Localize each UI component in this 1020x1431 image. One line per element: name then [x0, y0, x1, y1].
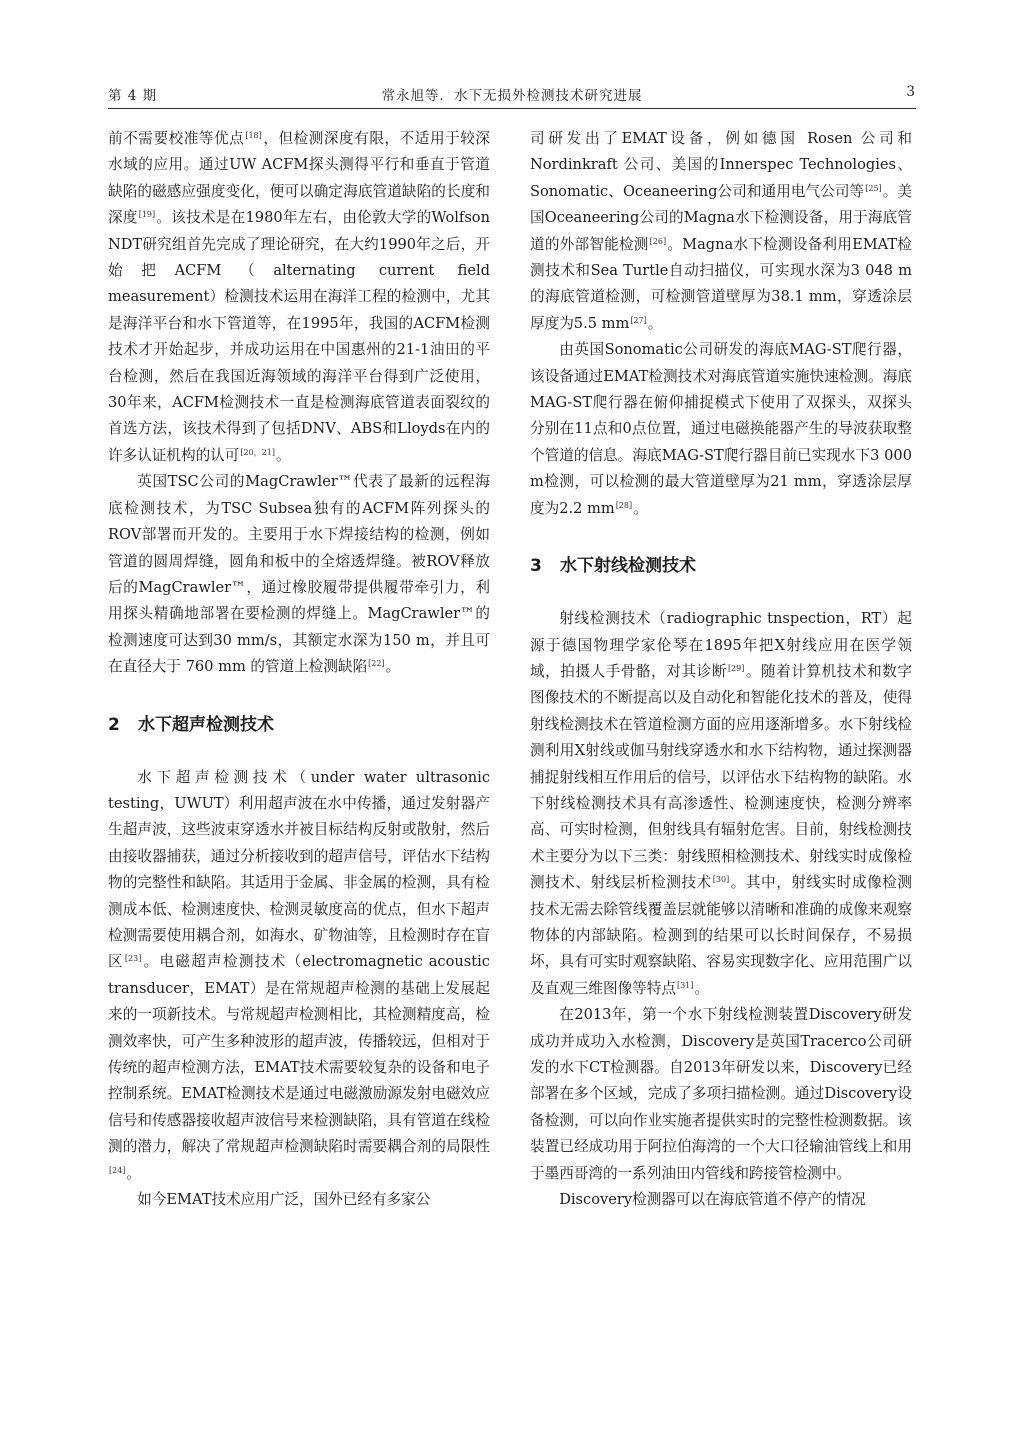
- citation-ref: [23]: [124, 954, 142, 964]
- citation-ref: [30]: [712, 875, 730, 885]
- section-number: 2: [108, 714, 120, 735]
- citation-ref: [20，21]: [240, 447, 275, 457]
- paragraph-text: 。: [647, 314, 663, 332]
- paragraph-text: 射线检测技术（radiographic tnspection，RT）起源于德国物理学家伦琴在1895年把X射线应用在医学领域，拍摄人手骨骼，对其诊断: [530, 610, 912, 680]
- header-rule: [108, 108, 916, 109]
- paragraph-text: 水下超声检测技术（under water ultrasonic testing，UWUT）利用超声波在水中传播，通过发射器产生超声波，这些波束穿透水并被目标结构反射或散射，然后由接收器捕获，通过分析接收到的超声信号，评估水下结构物的完整性和缺陷。其适用于金属、非金属的检测，具有检测成本低、检测速度快、检测灵敏度高的优点，但水下超声检测需要使用耦合剂，如海水、矿物油等，且检测时存在盲区: [108, 768, 490, 971]
- paragraph-text: 。其中，射线实时成像检测技术无需去除管线覆盖层就能够以清晰和准确的成像来观察物体的内部缺陷。检测到的结果可以长时间保存，不易损坏，具有可实时观察缺陷、容易实现数字化、应用范围广以及直观三维图像等特点: [530, 874, 912, 997]
- citation-ref: [29]: [727, 663, 745, 673]
- citation-ref: [27]: [630, 315, 647, 325]
- paragraph: [108, 1187, 490, 1213]
- section-title: 水下超声检测技术: [138, 714, 274, 735]
- paragraph-text: 司研发出了EMAT设备，例如德国 Rosen 公司和 Nordinkraft 公司、美国的Innerspec Technologies、Sonomatic、Oceaneering公司和通用电气公司等: [530, 130, 912, 200]
- paragraph-text: 。该技术是在1980年左右，由伦敦大学的Wolfson NDT研究组首先完成了理论研究，在大约1990年之后，开始把ACFM（alternating current field measurement）检测技术运用在海洋工程的检测中，尤其是海洋平台和水下管道等，在1995年，我国的ACFM检测技术才开始起步，并成功运用在中国惠州的21-1油田的平台检测，然后在我国近海领域的海洋平台得到广泛使用，30年来，ACFM检测技术一直是检测海底管道表面裂纹的首选方法，该技术得到了包括DNV、ABS和Lloyds在内的许多认证机构的认可: [108, 209, 490, 464]
- paragraph: [530, 126, 912, 337]
- paragraph-text: Discovery检测器可以在海底管道不停产的情况: [559, 1191, 866, 1209]
- paragraph-text: 。随着计算机技术和数字图像技术的不断提高以及自动化和智能化技术的普及，使得射线检测技术在管道检测方面的应用逐渐增多。水下射线检测利用X射线或伽马射线穿透水和水下结构物，通过探测器捕捉射线相互作用后的信号，以评估水下结构物的缺陷。水下射线检测技术具有高渗透性、检测速度快，检测分辨率高、可实时检测，但射线具有辐射危害。目前，射线检测技术主要分为以下三类：射线照相检测技术、射线实时成像检测技术、射线层析检测技术: [530, 662, 912, 892]
- page-number: 3: [906, 84, 916, 100]
- section-heading: [108, 712, 490, 738]
- paragraph-text: 。: [633, 499, 648, 517]
- paragraph-text: 。: [275, 446, 291, 464]
- paragraph: [530, 337, 912, 522]
- citation-ref: [28]: [615, 500, 633, 510]
- paragraph: [530, 1002, 912, 1187]
- paragraph-text: ，但检测深度有限，不适用于较深水域的应用。通过UW ACFM探头测得平行和垂直于管道缺陷的磁感应强度变化，便可以确定海底管道缺陷的长度和深度: [108, 130, 490, 227]
- paragraph-text: 。美国Oceaneering公司的Magna水下检测设备，用于海底管道的外部智能检测: [530, 182, 912, 253]
- paragraph-text: 如今EMAT技术应用广泛，国外已经有多家公: [137, 1191, 431, 1209]
- paragraph-text: 。: [694, 979, 709, 997]
- running-header: [108, 84, 916, 106]
- issue-label: 第 4 期: [108, 88, 158, 104]
- citation-ref: [18]: [245, 131, 262, 140]
- section-title: 水下射线检测技术: [560, 556, 696, 577]
- paragraph: [108, 126, 490, 469]
- paragraph-text: 英国TSC公司的MagCrawler™代表了最新的远程海底检测技术，为TSC Subsea独有的ACFM阵列探头的ROV部署而开发的。主要用于水下焊接结构的检测，例如管道的圆周焊缝，圆角和板中的全熔透焊缝。被ROV释放后的MagCrawler™，通过橡胶履带提供履带牵引力，利用探头精确地部署在要检测的焊缝上。MagCrawler™的检测速度可达到30 mm/s，其额定水深为150 m，并且可在直径大于 760 mm 的管道上检测缺陷: [108, 473, 490, 676]
- paragraph-text: 前不需要校准等优点: [108, 130, 245, 147]
- section-heading: [530, 553, 912, 579]
- paragraph: [108, 765, 490, 1188]
- paragraph-text: 。: [385, 658, 401, 676]
- paragraph-text: 在2013年，第一个水下射线检测装置Discovery研发成功并成功入水检测，Discovery是英国Tracerco公司研发的水下CT检测器。自2013年研发以来，Discovery已经部署在多个区域，完成了多项扫描检测。通过Discovery设备检测，可以向作业实施者提供实时的完整性检测数据。该装置已经成功用于阿拉伯海湾的一个大口径输油管线上和用于墨西哥湾的一系列油田内管线和跨接管检测中。: [530, 1006, 912, 1182]
- paragraph: [530, 1187, 912, 1213]
- paragraph-text: 。Magna水下检测设备利用EMAT检测技术和Sea Turtle自动扫描仪，可实现水深为3 048 m的海底管道检测，可检测管道壁厚为38.1 mm，穿透涂层厚度为5.5 mm: [530, 235, 912, 332]
- paragraph: [108, 469, 490, 680]
- citation-ref: [26]: [649, 236, 667, 246]
- citation-ref: [24]: [109, 1165, 126, 1175]
- citation-ref: [22]: [368, 659, 385, 669]
- paragraph-text: 。电磁超声检测技术（electromagnetic acoustic transducer，EMAT）是在常规超声检测的基础上发展起来的一项新技术。与常规超声检测相比，其检测精度高，检测效率快，可产生多种波形的超声波，传播较远，但相对于传统的超声检测方法，EMAT技术需要较复杂的设备和电子控制系统。EMAT检测技术是通过电磁激励源发射电磁效应信号和传感器接收超声波信号来检测缺陷，具有管道在线检测的潜力，解决了常规超声检测缺陷时需要耦合剂的局限性: [108, 953, 490, 1156]
- paragraph-text: 。: [126, 1164, 142, 1182]
- citation-ref: [25]: [865, 183, 882, 193]
- paragraph: [530, 606, 912, 1002]
- paragraph-text: 由英国Sonomatic公司研发的海底MAG-ST爬行器，该设备通过EMAT检测技术对海底管道实施快速检测。海底MAG-ST爬行器在俯仰捕捉模式下使用了双探头，双探头分别在11点和0点位置，通过电磁换能器产生的导波获取整个管道的信息。海底MAG-ST爬行器目前已实现水下3 000 m检测，可以检测的最大管道壁厚为21 mm，穿透涂层厚度为2.2 mm: [530, 341, 912, 517]
- left-column: [108, 126, 490, 1213]
- right-column: [530, 126, 912, 1213]
- running-title: 常永旭等．水下无损外检测技术研究进展: [381, 88, 643, 104]
- citation-ref: [31]: [676, 980, 694, 990]
- section-number: 3: [530, 556, 542, 577]
- citation-ref: [19]: [138, 210, 156, 220]
